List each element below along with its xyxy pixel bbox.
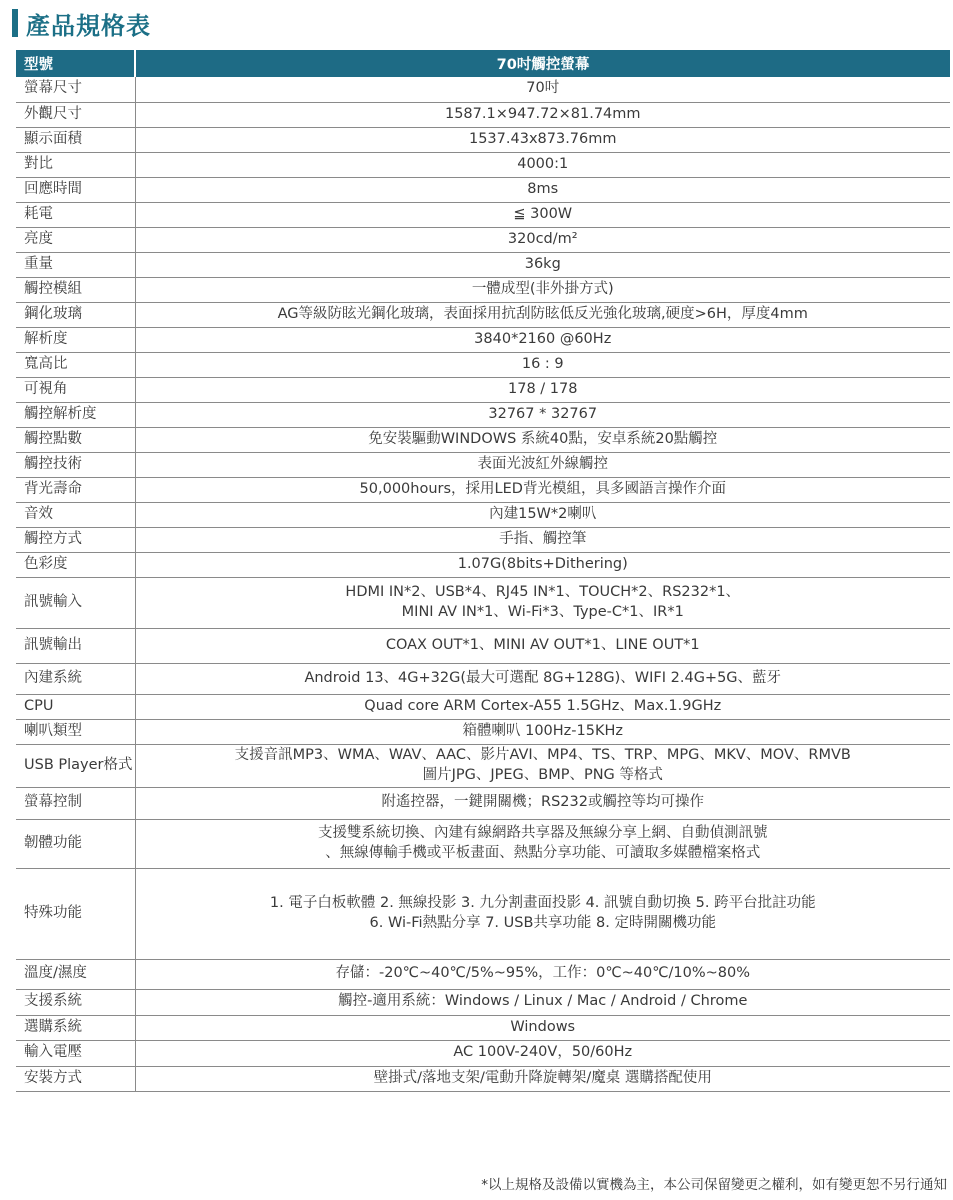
spec-value: 70吋	[135, 77, 950, 102]
spec-label: 可視角	[16, 377, 135, 402]
spec-value: 免安裝驅動WINDOWS 系統40點，安卓系統20點觸控	[135, 427, 950, 452]
spec-row	[16, 77, 950, 102]
spec-value: 178 / 178	[135, 377, 950, 402]
spec-label: 安裝方式	[16, 1066, 135, 1091]
spec-row	[16, 694, 950, 719]
spec-value: 存儲：-20℃~40℃/5%~95%，工作：0℃~40℃/10%~80%	[135, 959, 950, 989]
spec-row	[16, 452, 950, 477]
page-title: 產品規格表	[26, 11, 151, 40]
spec-row	[16, 989, 950, 1015]
spec-label: 耗電	[16, 202, 135, 227]
spec-row	[16, 628, 950, 663]
spec-label: 對比	[16, 152, 135, 177]
spec-row	[16, 502, 950, 527]
spec-label: 觸控點數	[16, 427, 135, 452]
spec-value: Android 13、4G+32G(最大可選配 8G+128G)、WIFI 2.4G+5G、藍牙	[135, 663, 950, 694]
spec-table	[16, 50, 950, 1092]
spec-row	[16, 477, 950, 502]
spec-row	[16, 427, 950, 452]
spec-label: 色彩度	[16, 552, 135, 577]
spec-row	[16, 577, 950, 628]
spec-header-row	[16, 50, 950, 77]
spec-row	[16, 1015, 950, 1040]
page-title-block	[12, 6, 151, 40]
spec-label: 溫度/濕度	[16, 959, 135, 989]
spec-value: 觸控-適用系統：Windows / Linux / Mac / Android / Chrome	[135, 989, 950, 1015]
spec-value: Windows	[135, 1015, 950, 1040]
spec-row	[16, 787, 950, 819]
spec-label: 音效	[16, 502, 135, 527]
spec-value: 表面光波紅外線觸控	[135, 452, 950, 477]
spec-label: 訊號輸入	[16, 577, 135, 628]
spec-row	[16, 377, 950, 402]
spec-value: 32767 * 32767	[135, 402, 950, 427]
spec-row	[16, 552, 950, 577]
spec-value: ≦ 300W	[135, 202, 950, 227]
spec-value: 1.07G(8bits+Dithering)	[135, 552, 950, 577]
spec-row	[16, 152, 950, 177]
spec-label: USB Player格式	[16, 744, 135, 787]
spec-label: 外觀尺寸	[16, 102, 135, 127]
spec-row	[16, 1066, 950, 1091]
spec-label: 支援系統	[16, 989, 135, 1015]
spec-value: Quad core ARM Cortex-A55 1.5GHz、Max.1.9GHz	[135, 694, 950, 719]
spec-label: 顯示面積	[16, 127, 135, 152]
spec-row	[16, 352, 950, 377]
spec-label: 內建系統	[16, 663, 135, 694]
spec-row	[16, 177, 950, 202]
spec-label: CPU	[16, 694, 135, 719]
spec-value: 36kg	[135, 252, 950, 277]
spec-row	[16, 744, 950, 787]
spec-label: 解析度	[16, 327, 135, 352]
spec-value: 1537.43x873.76mm	[135, 127, 950, 152]
spec-label: 韌體功能	[16, 819, 135, 868]
footnote: *以上規格及設備以實機為主，本公司保留變更之權利，如有變更恕不另行通知	[481, 1177, 947, 1193]
spec-row	[16, 819, 950, 868]
spec-row	[16, 868, 950, 959]
spec-value: AG等級防眩光鋼化玻璃，表面採用抗刮防眩低反光強化玻璃,硬度>6H，厚度4mm	[135, 302, 950, 327]
spec-value: HDMI IN*2、USB*4、RJ45 IN*1、TOUCH*2、RS232*1、 MINI AV IN*1、Wi-Fi*3、Type-C*1、IR*1	[135, 577, 950, 628]
spec-row	[16, 202, 950, 227]
spec-row	[16, 719, 950, 744]
spec-label: 回應時間	[16, 177, 135, 202]
spec-label: 喇叭類型	[16, 719, 135, 744]
spec-label: 鋼化玻璃	[16, 302, 135, 327]
spec-table-body	[16, 77, 950, 1091]
spec-value: 320cd/m²	[135, 227, 950, 252]
spec-value: 8ms	[135, 177, 950, 202]
spec-label: 背光壽命	[16, 477, 135, 502]
spec-row	[16, 227, 950, 252]
spec-value: 壁掛式/落地支架/電動升降旋轉架/魔桌 選購搭配使用	[135, 1066, 950, 1091]
spec-row	[16, 127, 950, 152]
spec-value: 一體成型(非外掛方式)	[135, 277, 950, 302]
spec-label: 重量	[16, 252, 135, 277]
spec-value: 4000:1	[135, 152, 950, 177]
spec-value: 50,000hours，採用LED背光模組，具多國語言操作介面	[135, 477, 950, 502]
spec-row	[16, 1040, 950, 1066]
spec-value: 附遙控器，一鍵開關機；RS232或觸控等均可操作	[135, 787, 950, 819]
spec-value: 支援雙系統切換、內建有線網路共享器及無線分享上網、自動偵測訊號 、無線傳輸手機或平板畫面、熱點分享功能、可讀取多媒體檔案格式	[135, 819, 950, 868]
spec-value: 1587.1×947.72×81.74mm	[135, 102, 950, 127]
spec-label: 觸控技術	[16, 452, 135, 477]
title-accent-bar	[12, 9, 18, 37]
spec-value: 16 : 9	[135, 352, 950, 377]
spec-row	[16, 327, 950, 352]
spec-label: 觸控方式	[16, 527, 135, 552]
spec-row	[16, 277, 950, 302]
spec-label: 特殊功能	[16, 868, 135, 959]
header-model-label: 型號	[16, 50, 135, 77]
spec-row	[16, 527, 950, 552]
spec-label: 螢幕尺寸	[16, 77, 135, 102]
spec-label: 輸入電壓	[16, 1040, 135, 1066]
spec-value: AC 100V-240V，50/60Hz	[135, 1040, 950, 1066]
spec-row	[16, 102, 950, 127]
header-model-value: 70吋觸控螢幕	[135, 50, 950, 77]
spec-value: COAX OUT*1、MINI AV OUT*1、LINE OUT*1	[135, 628, 950, 663]
spec-value: 1. 電子白板軟體 2. 無線投影 3. 九分割畫面投影 4. 訊號自動切換 5. 跨平台批註功能 6. Wi-Fi熱點分享 7. USB共享功能 8. 定時開關機功能	[135, 868, 950, 959]
spec-row	[16, 402, 950, 427]
spec-row	[16, 252, 950, 277]
spec-row	[16, 663, 950, 694]
spec-value: 支援音訊MP3、WMA、WAV、AAC、影片AVI、MP4、TS、TRP、MPG、MKV、MOV、RMVB 圖片JPG、JPEG、BMP、PNG 等格式	[135, 744, 950, 787]
spec-row	[16, 302, 950, 327]
spec-value: 內建15W*2喇叭	[135, 502, 950, 527]
spec-label: 訊號輸出	[16, 628, 135, 663]
spec-label: 螢幕控制	[16, 787, 135, 819]
spec-label: 觸控解析度	[16, 402, 135, 427]
spec-label: 觸控模組	[16, 277, 135, 302]
spec-label: 亮度	[16, 227, 135, 252]
spec-label: 寬高比	[16, 352, 135, 377]
spec-value: 3840*2160 @60Hz	[135, 327, 950, 352]
spec-row	[16, 959, 950, 989]
spec-value: 箱體喇叭 100Hz-15KHz	[135, 719, 950, 744]
spec-label: 選購系統	[16, 1015, 135, 1040]
spec-value: 手指、觸控筆	[135, 527, 950, 552]
